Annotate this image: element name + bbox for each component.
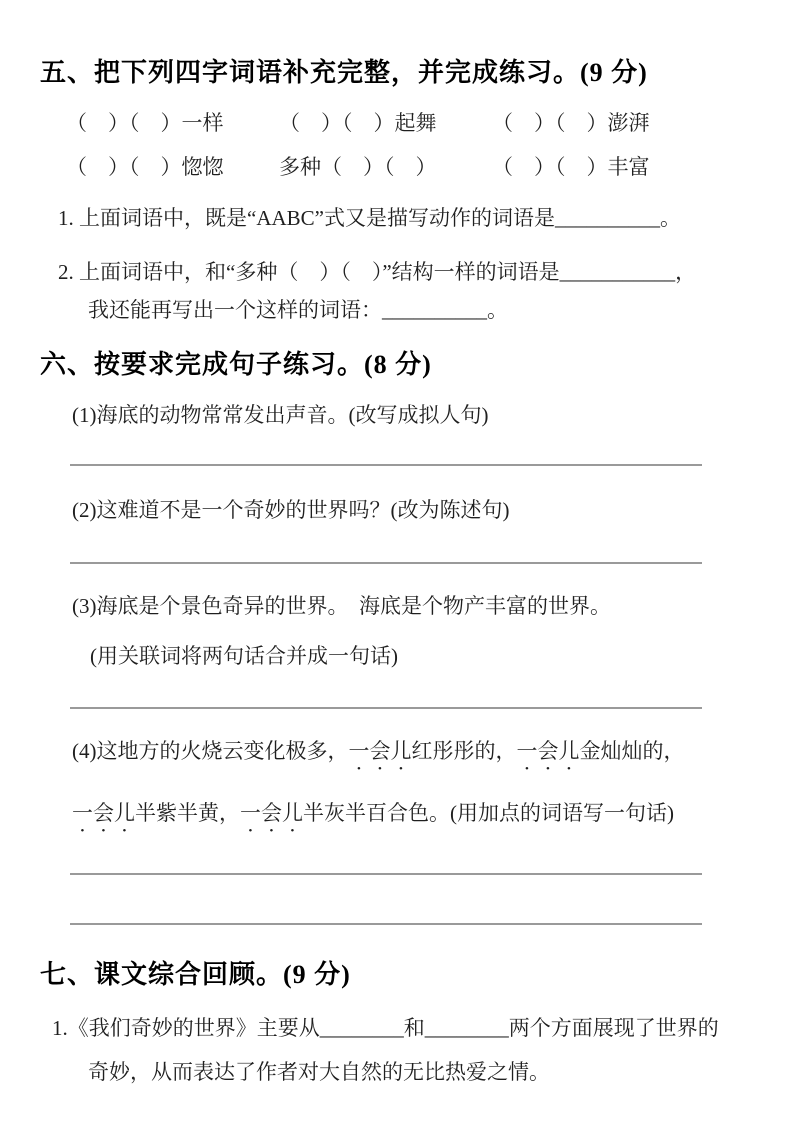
- answer-line-5: [70, 923, 702, 925]
- section7-title: 七、课文综合回顾。(9 分): [40, 960, 351, 989]
- word-blank-qiwu: （ ）（ ）起舞: [279, 111, 437, 135]
- answer-line-2: [70, 562, 702, 564]
- section5-question-2-line2: 我还能再写出一个这样的词语：__________。: [88, 298, 508, 322]
- word-row-1: [66, 107, 793, 139]
- word-blank-duozhong: 多种（ ）（ ）: [279, 155, 437, 179]
- emphasized-word: 一会儿: [240, 801, 303, 825]
- word-blank-pengpai: （ ）（ ）澎湃: [492, 111, 650, 135]
- section7-question-1-line2: 奇妙，从而表达了作者对大自然的无比热爱之情。: [88, 1060, 550, 1084]
- emphasized-word: 一会儿: [72, 801, 135, 825]
- emphasized-word: 一会儿: [348, 739, 412, 763]
- text-segment: 半紫半黄，: [135, 801, 240, 825]
- word-blank-yiyang: （ ）（ ）一样: [66, 111, 224, 135]
- section7-question-1-line1: 1.《我们奇妙的世界》主要从________和________两个方面展现了世界的: [52, 1016, 719, 1040]
- section5-question-2: [0, 253, 793, 329]
- word-row-2: [66, 151, 793, 183]
- section6-item-2: (2)这难道不是一个奇妙的世界吗？(改为陈述句): [72, 498, 510, 522]
- text-segment: 半灰半百合色。(用加点的词语写一句话): [303, 801, 674, 825]
- section5-title: 五、把下列四字词语补充完整，并完成练习。(9 分): [40, 58, 648, 87]
- text-segment: 红彤彤的，: [411, 739, 517, 763]
- section5-question-2-line1: 2. 上面词语中，和“多种（ ）（ ）”结构一样的词语是___________，: [58, 260, 697, 284]
- emphasized-word: 一会儿: [516, 739, 580, 763]
- section6-item-4-line2: [72, 797, 793, 837]
- section7-question-1: [0, 1011, 793, 1089]
- section6-item-3-note: (用关联词将两句话合并成一句话): [90, 644, 398, 668]
- section6-item-3: (3)海底是个景色奇异的世界。 海底是个物产丰富的世界。: [72, 594, 611, 618]
- text-segment: 金灿灿的，: [579, 739, 685, 763]
- word-blank-fengfu: （ ）（ ）丰富: [492, 155, 650, 179]
- section5-question-1: 1. 上面词语中，既是“AABC”式又是描写动作的词语是__________。: [58, 206, 681, 230]
- answer-line-4: [70, 873, 702, 875]
- text-segment: (4)这地方的火烧云变化极多，: [72, 739, 349, 763]
- word-blank-huhu: （ ）（ ）惚惚: [66, 155, 224, 179]
- section6-item-1: (1)海底的动物常常发出声音。(改写成拟人句): [72, 403, 489, 427]
- section6-item-4-line1: [72, 735, 793, 775]
- section6-title: 六、按要求完成句子练习。(8 分): [40, 350, 432, 379]
- answer-line-3: [70, 707, 702, 709]
- answer-line-1: [70, 464, 702, 466]
